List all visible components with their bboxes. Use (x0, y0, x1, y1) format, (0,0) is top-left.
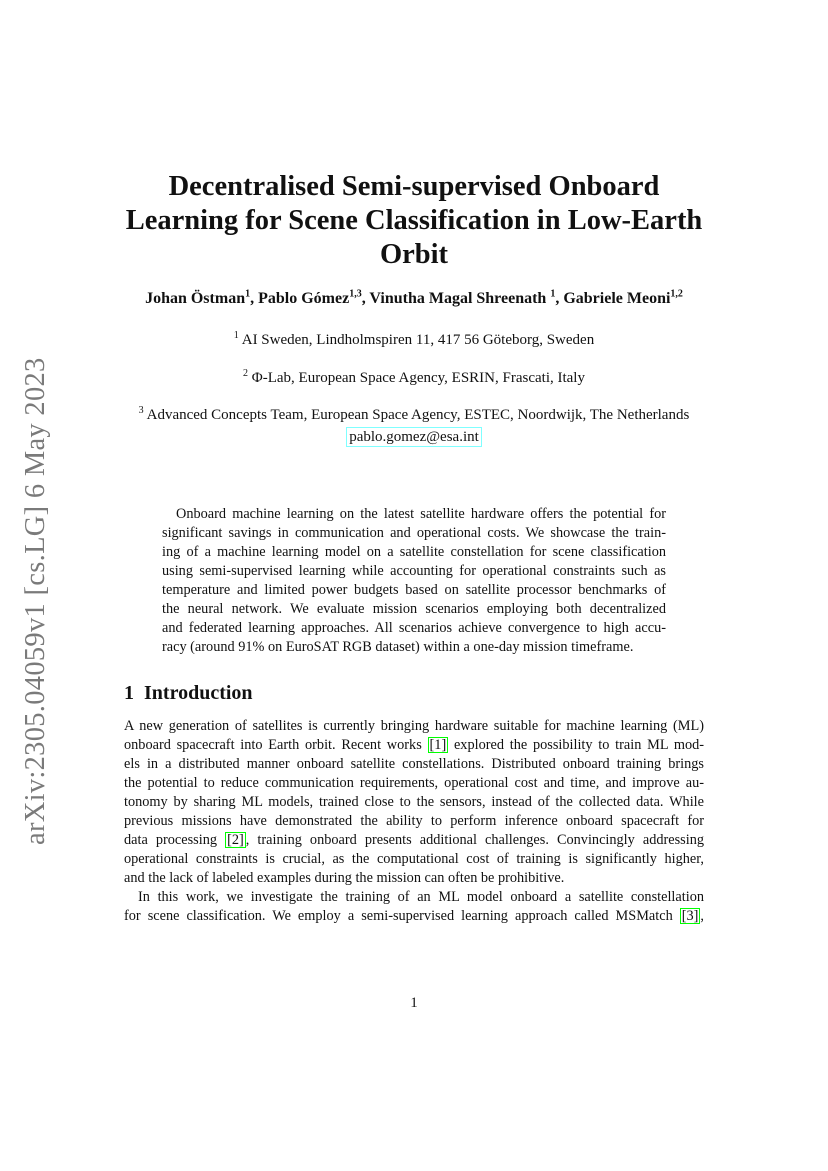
abstract-line: ing of a machine learning model on a satellite constellation for scene classification (162, 544, 666, 560)
body-text-fragment: , (700, 908, 704, 924)
body-text-fragment: for scene classification. We employ a semi-supervised learning approach called MSMatch (124, 908, 680, 924)
body-text-fragment: onboard spacecraft into Earth orbit. Recent works (124, 737, 428, 753)
author-name: Johan Östman (145, 290, 246, 307)
affiliation (60, 332, 768, 349)
body-line: els in a distributed manner onboard satellite constellations. Distributed onboard training brings (124, 756, 704, 772)
body-line: A new generation of satellites is currently bringing hardware suitable for machine learning (ML) (124, 718, 704, 734)
body-line (124, 831, 704, 850)
affiliation-mark: 3 (138, 405, 144, 416)
contact-email-link[interactable]: pablo.gomez@esa.int (346, 427, 482, 447)
author-affiliation-mark: 1 (245, 288, 251, 300)
section-heading (124, 682, 253, 705)
affiliation-text: Advanced Concepts Team, European Space Agency, ESTEC, Noordwijk, The Netherlands (146, 407, 690, 423)
body-line (124, 907, 704, 926)
body-text-fragment: , training onboard presents additional challenges. Convincingly addressing (245, 832, 705, 848)
body-line: tonomy by sharing ML models, trained close to the sensors, instead of the collected data. While (124, 794, 704, 810)
section-title: Introduction (144, 682, 253, 704)
title-line: Decentralised Semi-supervised Onboard (168, 171, 660, 202)
section-number: 1 (124, 682, 134, 704)
abstract-line: and federated learning approaches. All scenarios achieve convergence to high accu- (162, 620, 666, 636)
author-name: Gabriele Meoni (563, 290, 671, 307)
body-text-fragment: data processing (124, 832, 226, 848)
abstract-line: the neural network. We evaluate mission scenarios employing both decentralized (162, 601, 666, 617)
affiliation-mark: 1 (233, 330, 239, 341)
author-list: Johan Östman$^1$, Pablo Gómez$^{1,3}$, Vinutha Magal Shreenath $^1$, Gabriele Meoni$^{1,2}$ (145, 288, 683, 307)
title-line: Learning for Scene Classification in Low-Earth (125, 205, 703, 236)
citation-link[interactable]: [1] (429, 737, 447, 753)
page-number: 1 (410, 995, 418, 1011)
abstract-line: significant savings in communication and operational costs. We showcase the train- (162, 525, 666, 541)
abstract-line: using semi-supervised learning while accounting for operational constraints such as (162, 563, 666, 579)
author-affiliation-mark: 1,2 (670, 288, 683, 300)
citation-link[interactable]: [2] (227, 832, 244, 848)
author-name: Pablo Gómez (258, 290, 350, 307)
body-line: and the lack of labeled examples during the mission can often be prohibitive. (124, 870, 565, 886)
affiliation-text: Φ-Lab, European Space Agency, ESRIN, Frascati, Italy (251, 370, 585, 386)
email-row (60, 427, 768, 447)
author-affiliation-mark: 1,3 (349, 288, 362, 300)
author-affiliation-mark: 1 (550, 288, 556, 300)
abstract-line: temperature and limited power budgets based on satellite processor benchmarks of (162, 582, 666, 598)
body-line: operational constraints is crucial, as the computational cost of training is significantly higher, (124, 851, 704, 867)
body-line: the potential to reduce communication requirements, operational cost and time, and improve au- (124, 775, 704, 791)
body-line: previous missions have demonstrated the ability to perform inference onboard spacecraft for (124, 813, 704, 829)
affiliation (60, 407, 768, 424)
introduction-body (124, 717, 704, 926)
author-name: Vinutha Magal Shreenath (369, 290, 547, 307)
abstract-line: racy (around 91% on EuroSAT RGB dataset) within a one-day mission timeframe. (162, 639, 634, 655)
paper-title (100, 170, 728, 272)
affiliation (60, 370, 768, 387)
body-line (124, 736, 704, 755)
body-text-fragment: explored the possibility to train ML mod- (448, 737, 704, 753)
abstract-line: Onboard machine learning on the latest satellite hardware offers the potential for (176, 506, 666, 522)
affiliation-mark: 2 (243, 368, 248, 379)
body-line: In this work, we investigate the training of an ML model onboard a satellite constellation (138, 889, 704, 905)
title-line: Orbit (379, 239, 449, 270)
arxiv-identifier-stamp: arXiv:2305.04059v1 [cs.LG] 6 May 2023 (20, 357, 51, 845)
abstract (162, 505, 666, 657)
citation-link[interactable]: [3] (681, 908, 699, 924)
affiliation-text: AI Sweden, Lindholmspiren 11, 417 56 Göteborg, Sweden (241, 332, 595, 348)
